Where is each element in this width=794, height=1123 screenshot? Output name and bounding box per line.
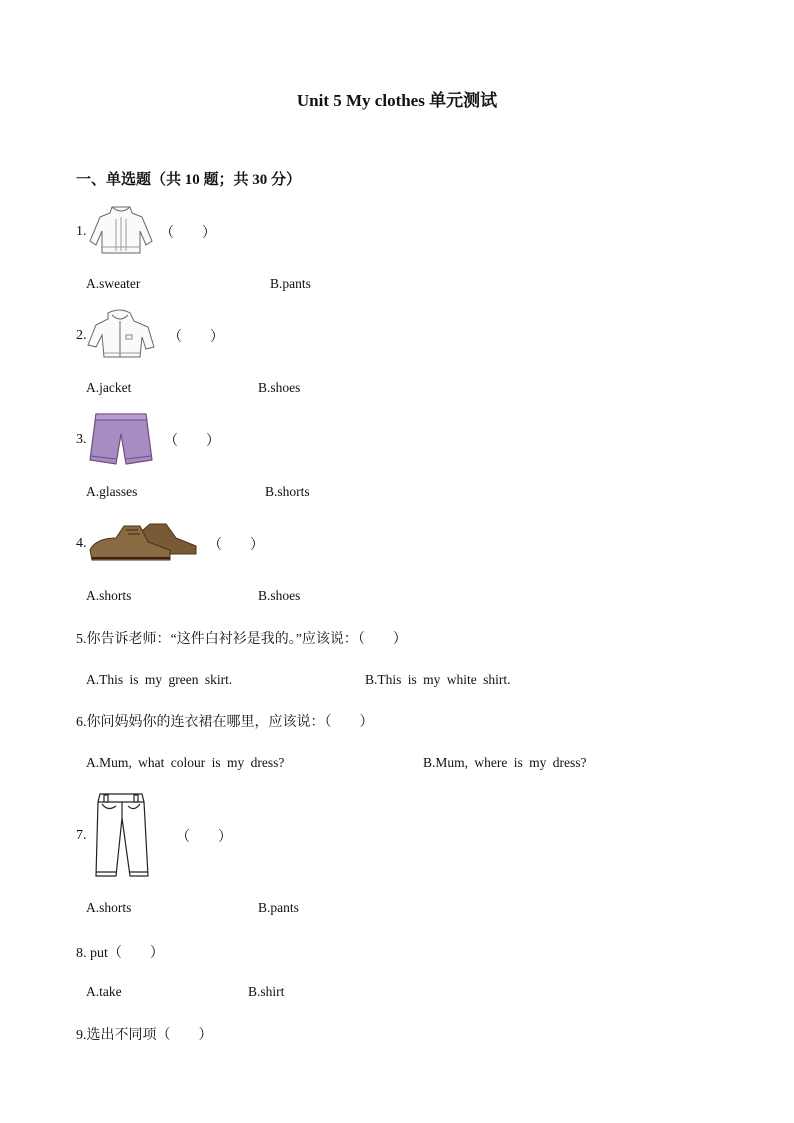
question-1-answer-blank[interactable]: （ ） [160, 226, 216, 241]
pants-picture [90, 790, 152, 880]
shoes-picture [86, 516, 200, 564]
question-7-answer-blank[interactable]: （ ） [176, 830, 232, 845]
question-3-option-b[interactable]: B.shorts [265, 484, 310, 499]
question-3-option-a[interactable]: A.glasses [86, 484, 138, 499]
question-4-option-a[interactable]: A.shorts [86, 588, 132, 603]
page-title: Unit 5 My clothes 单元测试 [296, 91, 498, 110]
question-8-text: 8. put（ ） [76, 946, 164, 961]
question-8-option-a[interactable]: A.take [86, 984, 122, 999]
question-4-answer-blank[interactable]: （ ） [208, 538, 264, 553]
question-9-text: 9.选出不同项（ ） [76, 1028, 213, 1043]
section-heading: 一、单选题（共 10 题；共 30 分） [76, 172, 302, 188]
question-5-option-b[interactable]: B.This is my white shirt. [365, 672, 511, 687]
sweater-picture [86, 203, 156, 257]
question-2-answer-blank[interactable]: （ ） [168, 330, 224, 345]
question-1-option-b[interactable]: B.pants [270, 276, 311, 291]
question-4-option-b[interactable]: B.shoes [258, 588, 301, 603]
question-6-option-a[interactable]: A.Mum, what colour is my dress? [86, 755, 285, 770]
question-1-number: 1. [76, 224, 87, 239]
question-2-option-a[interactable]: A.jacket [86, 380, 132, 395]
question-6-option-b[interactable]: B.Mum, where is my dress? [423, 755, 587, 770]
question-3-answer-blank[interactable]: （ ） [164, 434, 220, 449]
question-5-option-a[interactable]: A.This is my green skirt. [86, 672, 233, 687]
question-5-text: 5.你告诉老师：“这件白衬衫是我的。”应该说：（ ） [76, 632, 407, 647]
question-7-option-a[interactable]: A.shorts [86, 900, 132, 915]
question-7-option-b[interactable]: B.pants [258, 900, 299, 915]
question-2-number: 2. [76, 328, 87, 343]
question-1-option-a[interactable]: A.sweater [86, 276, 141, 291]
question-2-option-b[interactable]: B.shoes [258, 380, 301, 395]
question-6-text: 6.你问妈妈你的连衣裙在哪里，应该说：（ ） [76, 715, 374, 730]
shorts-picture [86, 410, 156, 468]
question-3-number: 3. [76, 432, 87, 447]
question-8-option-b[interactable]: B.shirt [248, 984, 285, 999]
question-4-number: 4. [76, 536, 87, 551]
question-7-number: 7. [76, 828, 87, 843]
jacket-picture [86, 307, 156, 363]
